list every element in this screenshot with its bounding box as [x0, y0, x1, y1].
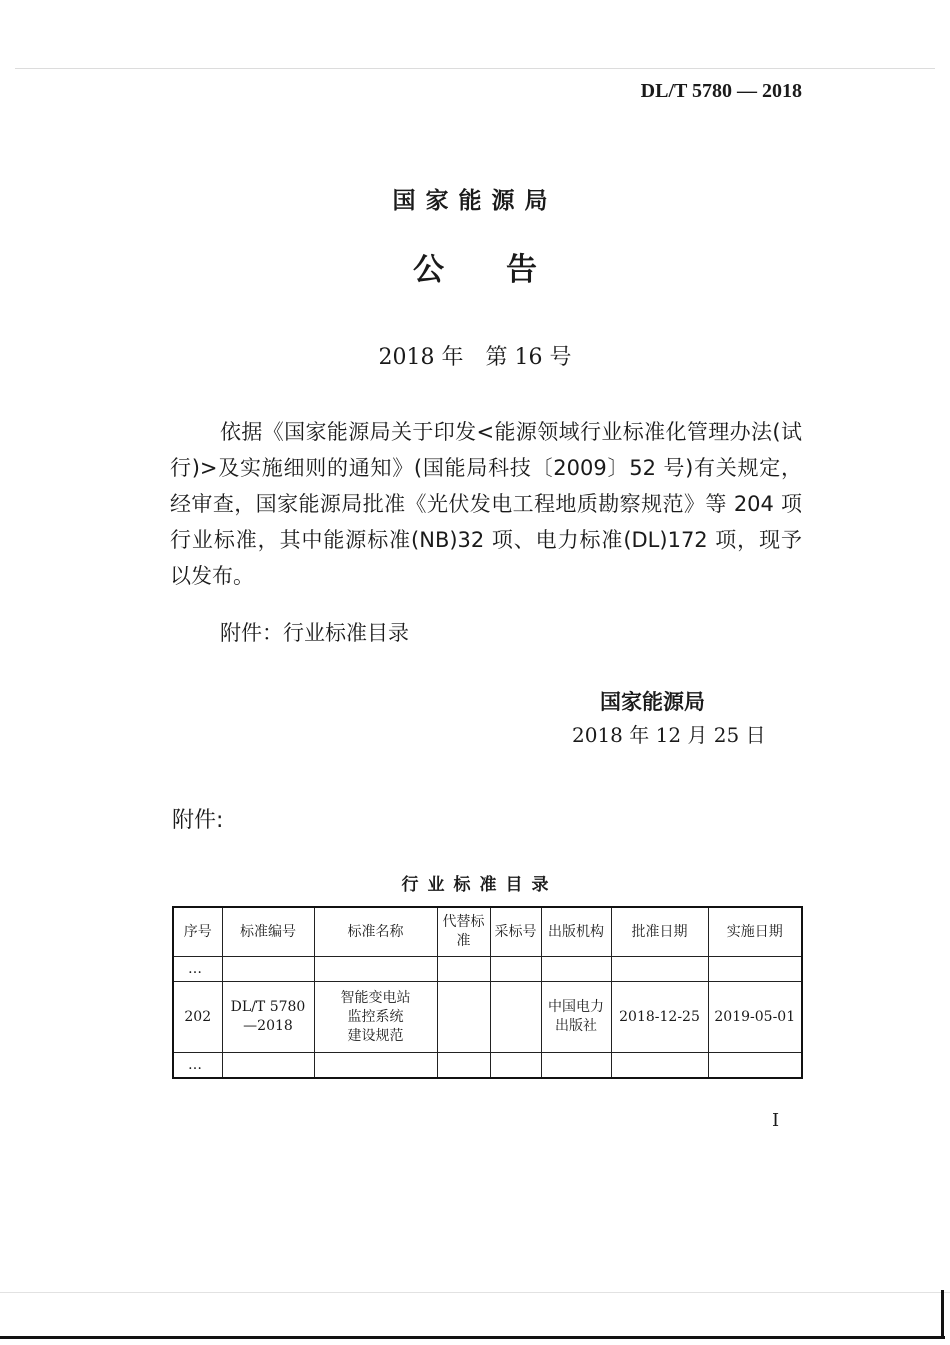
cell-replaces — [437, 982, 490, 1053]
col-header-name: 标准名称 — [314, 907, 437, 957]
cell-code-line2: —2018 — [243, 1018, 293, 1034]
cell-publisher — [541, 982, 611, 1053]
agency-name: 国家能源局 — [392, 188, 558, 214]
col-header-seq: 序号 — [173, 907, 222, 957]
cell-publisher-line1: 中国电力 — [548, 999, 604, 1015]
cell-approval-date: 2018-12-25 — [611, 982, 708, 1053]
table-row — [173, 982, 802, 1053]
cell-publisher-line2: 出版社 — [555, 1018, 597, 1034]
catalog-title: 行业标准目录 — [401, 875, 558, 895]
attachment-heading: 附件: — [172, 808, 224, 833]
cell-name — [314, 982, 437, 1053]
cell-code-line1: DL/T 5780 — [230, 999, 306, 1015]
cell-name-line2: 监控系统 — [347, 1008, 404, 1025]
cell-adopted — [490, 982, 541, 1053]
standard-code: DL/T 5780 — 2018 — [640, 80, 802, 102]
ellipsis-cell: … — [173, 1053, 222, 1079]
cell-name-line3: 建设规范 — [347, 1027, 404, 1044]
cell-seq: 202 — [173, 982, 222, 1053]
cell-effective-date: 2019-05-01 — [708, 982, 802, 1053]
col-header-adopted: 采标号 — [490, 907, 541, 957]
attachment-reference: 附件：行业标准目录 — [220, 621, 409, 645]
table-header-row — [173, 907, 802, 957]
col-header-effective-date: 实施日期 — [708, 907, 802, 957]
col-header-approval-date: 批准日期 — [611, 907, 708, 957]
ellipsis-cell: … — [173, 957, 222, 982]
signature-agency: 国家能源局 — [600, 690, 705, 714]
scan-edge-right — [941, 1290, 944, 1339]
cell-name-line1: 智能变电站 — [340, 989, 411, 1006]
signature-date: 2018 年 12 月 25 日 — [572, 723, 766, 747]
scan-line-top — [15, 68, 935, 69]
standards-catalog-table — [172, 906, 803, 1079]
issue-number: 2018 年 第 16 号 — [378, 345, 572, 370]
notice-title: 公告 — [413, 252, 599, 288]
table-row-ellipsis — [173, 957, 802, 982]
col-header-publisher: 出版机构 — [541, 907, 611, 957]
cell-code — [222, 982, 314, 1053]
col-header-code: 标准编号 — [222, 907, 314, 957]
page-number: I — [772, 1110, 780, 1131]
col-header-replaces: 代替标准 — [437, 907, 490, 957]
scan-line-bottom — [0, 1292, 950, 1293]
table-row-ellipsis — [173, 1053, 802, 1079]
scan-edge-bottom — [0, 1336, 945, 1339]
notice-body: 依据《国家能源局关于印发<能源领域行业标准化管理办法(试行)>及实施细则的通知》(国能局科技〔2009〕52 号)有关规定，经审查，国家能源局批准《光伏发电工程地质勘察规范》等 204 项行业标准，其中能源标准(NB)32 项、电力标准(DL)172 项，现予以发布。 — [170, 420, 802, 588]
